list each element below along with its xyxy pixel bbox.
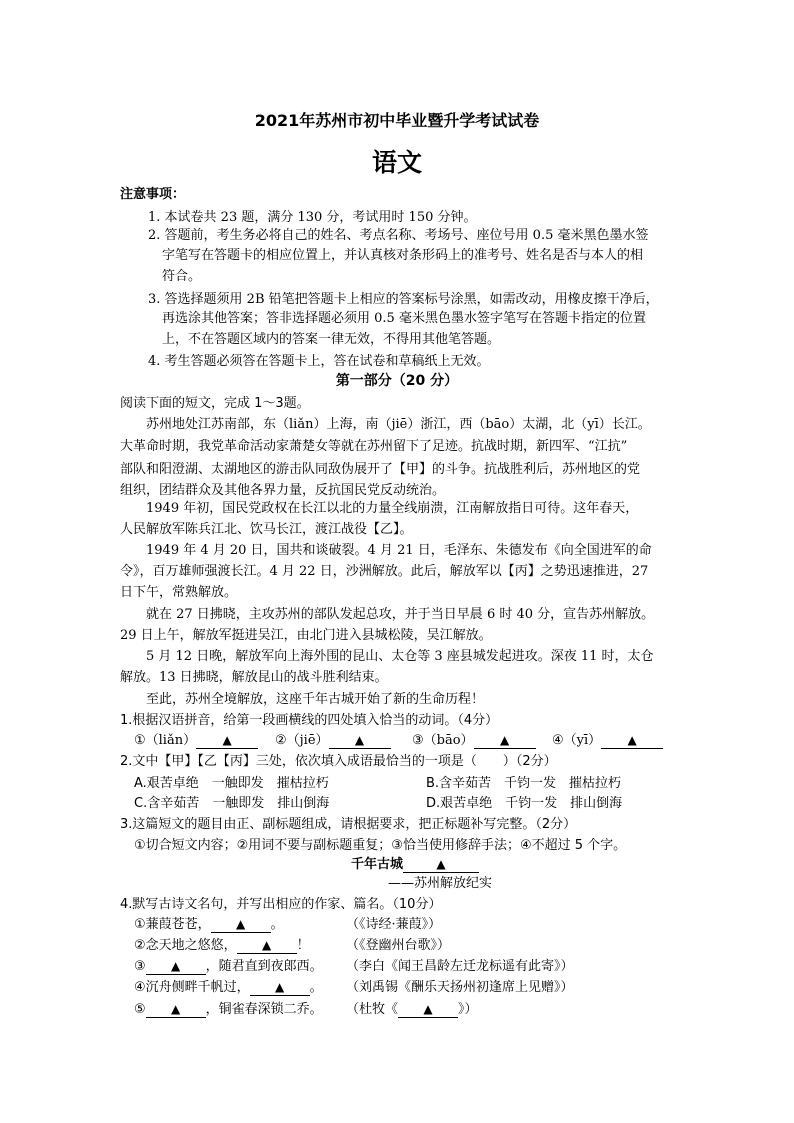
q4-item-1: ①蒹葭苍苍， ▲ 。 <box>134 917 284 932</box>
q4-source-5: （杜牧《 ▲ 》） <box>346 1002 478 1017</box>
subject-title: 语文 <box>371 148 422 177</box>
passage-line: 人民解放军陈兵江北、饮马长江，渡江战役【乙】。 <box>120 522 413 537</box>
passage-line: 日下午，常熟解放。 <box>120 585 238 600</box>
passage-line: 组织，团结群众及其他各界力量，反抗国民党反动统治。 <box>120 483 446 498</box>
passage-line: 解放。13 日拂晓，解放昆山的战斗胜利结束。 <box>120 670 388 685</box>
answer-marker: ▲ <box>436 857 446 871</box>
q1-blank-1: ①（liǎn） ▲ <box>134 729 258 749</box>
notice-line: 1. 本试卷共 23 题，满分 130 分，考试用时 150 分钟。 <box>148 210 477 225</box>
answer-marker: ▲ <box>627 733 637 747</box>
question-3-stem: 3.这篇短文的题目由正、副标题组成，请根据要求，把正标题补写完整。（2分） <box>120 817 577 832</box>
notice-line: 4. 考生答题必须答在答题卡上，答在试卷和草稿纸上无效。 <box>148 354 490 369</box>
q4-item-3: ③ ▲ ，随君直到夜郎西。 <box>134 959 323 974</box>
notice-line: 上，不在答题区域内的答案一律无效，不得用其他笔答题。 <box>162 332 501 347</box>
q4-item-5: ⑤ ▲ ，铜雀春深锁二乔。 <box>134 1002 323 1017</box>
answer-marker: ▲ <box>236 917 246 931</box>
passage-line: 5 月 12 日晚，解放军向上海外围的昆山、太仓等 3 座县城发起进攻。深夜 11 时，太仓 <box>146 649 654 664</box>
q2-option-c: C.含辛茹苦 一触即发 排山倒海 <box>134 796 330 811</box>
q1-blank-2: ②（jiē） ▲ <box>275 729 391 749</box>
passage-line: 1949 年初，国民党政权在长江以北的力量全线崩溃，江南解放指日可待。这年春天， <box>146 501 639 516</box>
q1-blank-3: ③（bāo） ▲ <box>412 729 536 749</box>
q2-option-d: D.艰苦卓绝 千钧一发 排山倒海 <box>426 796 623 811</box>
answer-marker: ▲ <box>275 980 285 994</box>
q2-option-a: A.艰苦卓绝 一触即发 摧枯拉朽 <box>134 776 329 791</box>
exam-title: 2021年苏州市初中毕业暨升学考试试卷 <box>254 111 540 130</box>
passage-line: 苏州地处江苏南部，东（liǎn）上海，南（jiē）浙江，西（bāo）太湖，北（yī）长江。 <box>146 417 651 432</box>
q2-option-b: B.含辛茹苦 千钧一发 摧枯拉朽 <box>426 776 622 791</box>
passage-line: 就在 27 日拂晓，主攻苏州的部队发起总攻，并于当日早晨 6 时 40 分，宣告苏州解放。 <box>146 607 655 622</box>
q4-source-3: （李白《闻王昌龄左迁龙标遥有此寄》） <box>346 959 574 974</box>
passage-line: 令》，百万雄师强渡长江。4 月 22 日，沙洲解放。此后，解放军以【丙】之势迅速推进，27 <box>120 564 649 579</box>
answer-marker: ▲ <box>499 733 510 747</box>
q4-source-2: （《登幽州台歌》） <box>346 938 451 953</box>
passage-line: 1949 年 4 月 20 日，国共和谈破裂。4 月 21 日，毛泽东、朱德发布《向全国进军的命 <box>146 543 652 558</box>
notice-heading: 注意事项： <box>120 187 186 202</box>
question-1-stem: 1.根据汉语拼音，给第一段画横线的四处填入恰当的动词。（4分） <box>120 713 499 728</box>
passage-line: 大革命时期，我党革命活动家萧楚女等就在苏州留下了足迹。抗战时期，新四军、“江抗” <box>120 439 628 454</box>
notice-line: 3. 答选择题须用 2B 铅笔把答题卡上相应的答案标号涂黑，如需改动，用橡皮擦干净后， <box>148 292 659 307</box>
passage-line: 29 日上午，解放军挺进吴江，由北门进入县城松陵，吴江解放。 <box>120 628 492 643</box>
answer-marker: ▲ <box>171 1002 181 1016</box>
q4-source-4: （刘禹锡《酬乐天扬州初逢席上见赠》） <box>346 980 574 995</box>
q4-item-4: ④沉舟侧畔千帆过， ▲ 。 <box>134 980 323 995</box>
answer-marker: ▲ <box>262 938 272 952</box>
notice-line: 2. 答题前，考生务必将自己的姓名、考点名称、考场号、座位号用 0.5 毫米黑色墨水签 <box>148 228 649 243</box>
answer-marker: ▲ <box>222 733 232 747</box>
answer-marker: ▲ <box>423 1002 433 1016</box>
q3-main-title: 千年古城 ▲ <box>351 853 479 873</box>
answer-marker: ▲ <box>354 733 365 747</box>
part-heading: 第一部分（20 分） <box>335 373 459 389</box>
notice-line: 符合。 <box>162 269 202 284</box>
q3-requirements: ①切合短文内容；②用词不要与副标题重复；③恰当使用修辞手法；④不超过 5 个字。 <box>134 838 627 853</box>
question-2-stem: 2.文中【甲】【乙【丙】三处，依次填入成语最恰当的一项是（ ）（2分） <box>120 754 557 769</box>
passage-line: 部队和阳澄湖、太湖地区的游击队同敌伪展开了【甲】的斗争。抗战胜利后，苏州地区的党 <box>120 462 641 477</box>
notice-line: 字笔写在答题卡的相应位置上，并认真核对条形码上的准考号、姓名是否与本人的相 <box>162 248 644 263</box>
reading-intro: 阅读下面的短文，完成 1～3题。 <box>120 396 310 411</box>
question-4-stem: 4.默写古诗文名句，并写出相应的作家、篇名。（10分） <box>120 897 442 912</box>
q1-blank-4: ④（yī） ▲ <box>552 729 663 749</box>
q4-source-1: （《诗经·蒹葭》） <box>346 917 442 932</box>
passage-line: 至此，苏州全境解放，这座千年古城开始了新的生命历程！ <box>146 692 485 707</box>
q3-subtitle: ——苏州解放纪实 <box>388 876 493 891</box>
answer-marker: ▲ <box>171 959 181 973</box>
q4-item-2: ②念天地之悠悠， ▲ ！ <box>134 938 310 953</box>
notice-line: 再选涂其他答案；答非选择题必须用 0.5 毫米黑色墨水签字笔写在答题卡指定的位置 <box>162 311 646 326</box>
